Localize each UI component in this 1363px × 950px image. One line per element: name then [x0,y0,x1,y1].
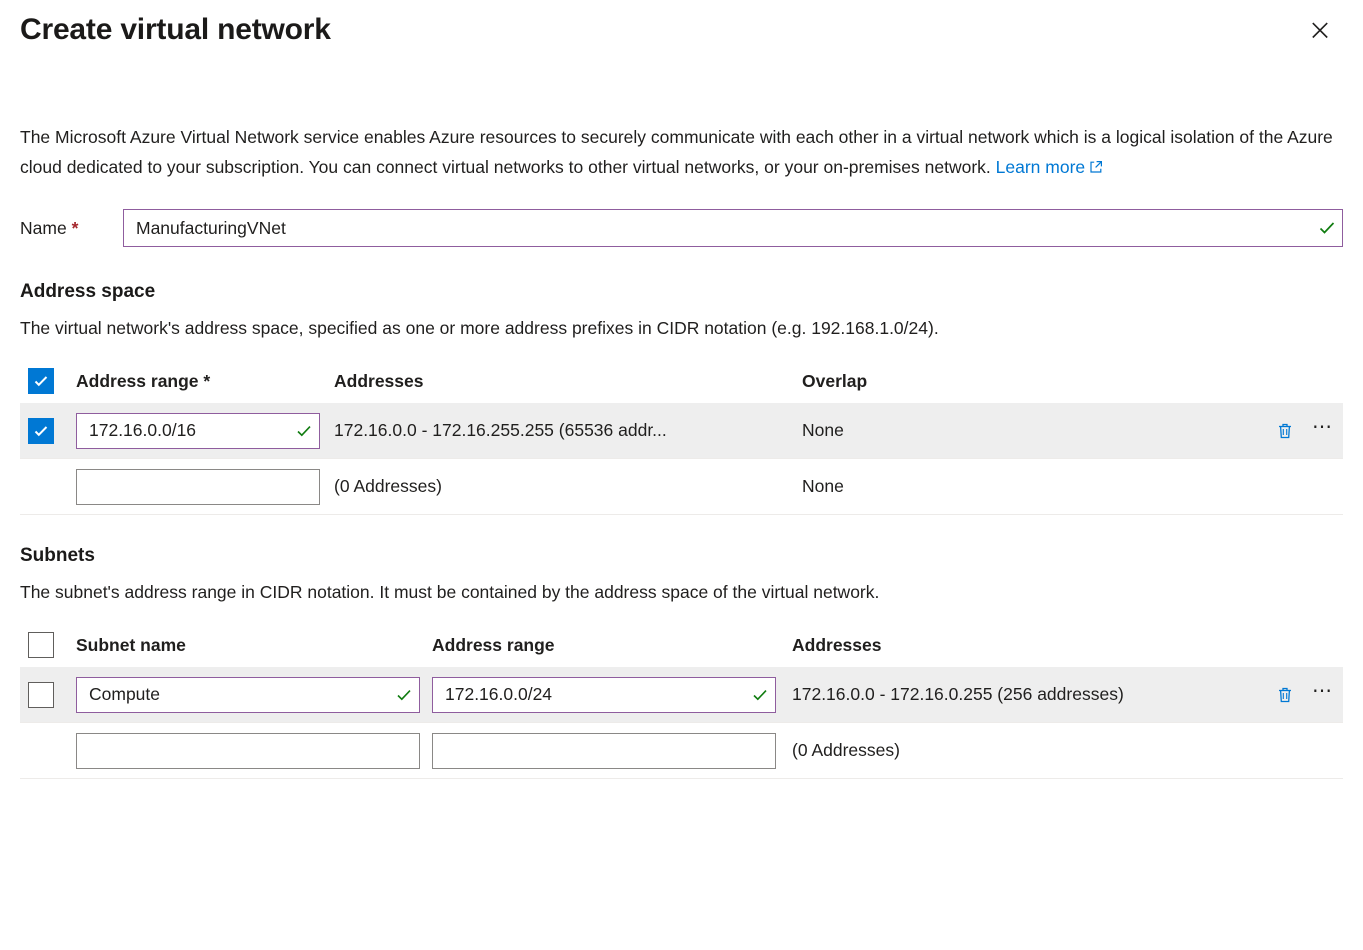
subnet-address-range-cell [432,677,792,713]
row-actions [1262,417,1343,445]
address-range-input-empty[interactable] [77,470,319,504]
address-range-input[interactable] [77,414,289,448]
name-input[interactable] [124,210,1312,246]
subnet-address-range-cell [432,733,792,769]
close-button[interactable] [1303,14,1337,48]
column-header-addresses: Addresses [334,370,424,391]
subnet-addresses-cell: 172.16.0.0 - 172.16.0.255 (256 addresses) [792,684,1124,704]
subnet-name-cell [76,677,432,713]
address-range-field[interactable] [76,413,320,449]
address-space-header-row [20,359,1343,403]
overlap-cell: None [802,420,844,440]
intro-text: The Microsoft Azure Virtual Network service enables Azure resources to securely communicate with each other in a virtual network which is a logical isolation of the Azure cloud dedicated to your subscription. You can connect virtual networks to other virtual networks, or your on-premises network. [20,127,1333,177]
table-row[interactable] [20,403,1343,458]
subnet-address-range-field-empty[interactable] [432,733,776,769]
subnets-select-all-cell [20,632,76,658]
trash-icon[interactable] [1271,417,1299,445]
column-header-subnet-name: Subnet name [76,634,186,655]
page-title: Create virtual network [20,13,331,46]
name-field[interactable] [123,209,1343,247]
checkmark-icon [389,686,419,704]
subnets-header-row [20,623,1343,667]
subnet-name-input[interactable] [77,678,389,712]
overlap-cell: None [802,476,844,496]
checkmark-icon [745,686,775,704]
table-row[interactable] [20,723,1343,778]
table-row[interactable] [20,667,1343,722]
subnet-name-field[interactable] [76,677,420,713]
row-divider [20,514,1343,515]
learn-more-link[interactable] [996,157,1104,177]
row-select-cell [20,682,76,708]
subnet-name-input-empty[interactable] [77,734,419,768]
close-icon [1310,21,1330,41]
subnet-address-range-field[interactable] [432,677,776,713]
subnets-description: The subnet's address range in CIDR notation. It must be contained by the address space of the virtual network. [20,582,880,602]
address-range-cell [76,469,334,505]
address-space-title: Address space [20,281,156,302]
name-label-text: Name [20,217,67,238]
ellipsis-icon[interactable]: ⋯ [1309,417,1337,445]
select-all-checkbox-address-space[interactable] [28,368,54,394]
subnet-name-cell [76,733,432,769]
subnets-grid [20,623,1343,779]
addresses-cell: 172.16.0.0 - 172.16.255.255 (65536 addr... [334,420,667,440]
address-range-field-empty[interactable] [76,469,320,505]
row-select-cell [20,418,76,444]
subnet-name-field-empty[interactable] [76,733,420,769]
panel-header [0,0,1363,50]
intro-description [20,122,1340,183]
name-label [20,218,123,239]
subnet-address-range-input[interactable] [433,678,745,712]
address-space-description: The virtual network's address space, specified as one or more address prefixes in CIDR notation (e.g. 192.168.1.0/24). [20,318,939,338]
row-checkbox[interactable] [28,682,54,708]
external-link-icon [1089,153,1103,183]
subnet-address-range-input-empty[interactable] [433,734,775,768]
name-row [20,209,1343,247]
row-actions [1262,681,1343,709]
select-all-checkbox-subnets[interactable] [28,632,54,658]
row-checkbox[interactable] [28,418,54,444]
address-space-grid [20,359,1343,515]
subnet-addresses-cell: (0 Addresses) [792,740,900,760]
addresses-cell: (0 Addresses) [334,476,442,496]
learn-more-label: Learn more [995,157,1086,177]
trash-icon[interactable] [1271,681,1299,709]
table-row[interactable] [20,459,1343,514]
checkmark-icon [1312,218,1342,238]
column-header-subnet-addresses: Addresses [792,634,882,655]
column-header-subnet-address-range: Address range [432,634,555,655]
required-marker: * [71,217,79,238]
address-space-select-all-cell [20,368,76,394]
checkmark-icon [289,422,319,440]
address-range-cell [76,413,334,449]
row-divider [20,778,1343,779]
column-header-overlap: Overlap [802,370,868,391]
ellipsis-icon[interactable]: ⋯ [1309,681,1337,709]
subnets-title: Subnets [20,545,95,566]
column-header-address-range: Address range * [76,370,211,391]
